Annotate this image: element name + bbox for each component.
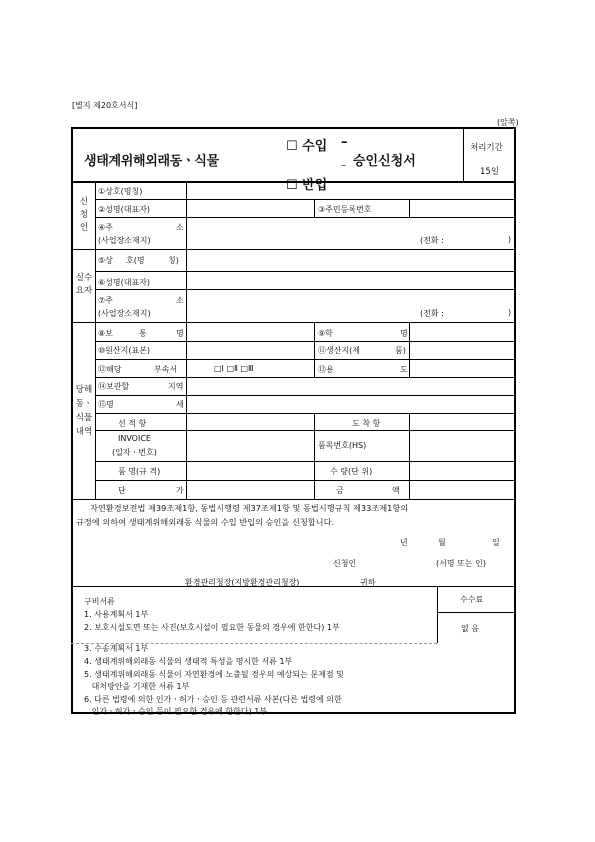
importer-address-sub: (사업장소재지) [98,309,151,318]
fee-value: 없 음 [461,624,479,633]
date-month: 월 [438,538,446,547]
invoice-sub: (일자ㆍ번호) [112,448,157,457]
import-dash: – [341,135,348,150]
label-column-line [186,181,187,499]
sci-name-label-b: 명 [400,329,408,338]
document-item: 4. 생태계위해외래동 식물의 생태적 특성을 명시한 서류 1부 [84,657,293,666]
importer-section-label: 실수 요자 [75,273,93,296]
rule [95,199,516,200]
use-label-b: 도 [400,365,408,374]
document-item: 대처방안을 기재한 서류 1부 [84,682,190,691]
signature-hint: (서명 또는 인) [436,559,486,568]
rule [95,377,516,378]
period-value: 15일 [480,167,500,177]
rule [314,413,315,499]
rule [95,359,516,360]
addressee-honorific: 귀하 [360,578,376,587]
applicant-name-label: ②성명(대표자) [98,205,151,214]
importer-company-label: ⑤상 [98,256,113,265]
importer-address-label-b: 소 [176,296,184,305]
use-label: ⑬용 [318,365,334,374]
storage-label-b: 지역 [168,382,184,391]
applicant-company-label: ①상호(명칭) [98,187,143,196]
product-spec-label: 품 명(규 격) [118,467,161,476]
front-side-label: (앞쪽) [497,118,519,127]
documents-title: 구비서류 [84,597,115,606]
amount-label-b: 액 [392,486,400,495]
form-number-label: [별지 제20호서식] [72,101,138,110]
amount-label: 금 [336,486,344,495]
sci-name-label: ⑨학 [318,329,333,338]
rule [71,499,516,500]
document-item: 5. 생태계위해외래동 식물이 자연환경에 노출될 경우의 예상되는 문제점 및 [84,670,344,679]
applicant-address-label: ④주 [98,223,113,232]
applicant-regno-label: ③주민등록번호 [318,205,372,214]
count-label: ⑮명 [98,400,114,409]
carry-dash: – [341,160,346,171]
rule [95,289,516,290]
rule [95,395,516,396]
carry-option-clip [286,174,346,193]
applicant-phone-end: ) [508,235,512,244]
shipping-port-label: 선 적 항 [118,419,147,428]
invoice-label: INVOICE [118,434,151,443]
rule [95,461,516,462]
statement-line-2: 규정에 의하여 생태계위해외래동 식물의 수입 반입의 승인을 신청합니다. [76,517,335,527]
storage-label: ⑭보관할 [98,382,130,391]
importer-phone-label: (전화 : [420,309,444,318]
document-item-clip [84,706,444,716]
period-divider [463,127,464,181]
production-label-b: 품) [395,346,406,355]
quantity-label: 수 량(단 위) [330,467,373,476]
appendix-label: ⑫해당 [98,365,122,374]
importer-company-label-c: 칭) [168,256,179,265]
rule [71,322,516,323]
appendix-label-b: 부속서 [154,365,178,374]
approval-title: 승인신청서 [353,154,416,169]
import-option[interactable]: ☐ 수입 [286,139,328,154]
rule [95,480,516,481]
form-title: 생태계위해외래동ㆍ식물 [84,154,219,169]
date-day: 일 [492,538,500,547]
date-year: 년 [400,538,408,547]
document-item: 6. 다른 법령에 의한 인가ㆍ허가ㆍ승인 등 관련서류 사본(다른 법령에 의한 [84,695,342,704]
arrival-port-label: 도 착 항 [352,419,381,428]
count-label-b: 세 [176,400,184,409]
section-column-line [95,181,96,499]
rule [95,413,516,414]
applicant-signature-label: 신청인 [333,559,357,568]
document-item: 1. 사용계획서 1부 [84,610,149,619]
header-rule [71,181,516,183]
details-section-label: 당해 동ㆍ 식물 내역 [75,385,93,437]
fee-label: 수수료 [460,595,484,604]
document-item: 인가ㆍ허가ㆍ승인 등이 필요한 경우에 한한다) 1부 [84,707,268,716]
rule [95,341,516,342]
rule [95,430,516,431]
unit-price-label: 단 [118,486,126,495]
rule [409,322,410,378]
rule [409,199,410,217]
applicant-address-sub: (사업장소재지) [98,236,151,245]
rule [95,217,516,218]
importer-company-label-b: 호(명 [126,256,145,265]
hs-code-label: 품목번호(HS) [318,441,367,450]
rule [314,199,315,217]
appendix-options[interactable]: □Ⅰ □Ⅱ □Ⅲ [214,364,254,373]
applicant-address-label-b: 소 [176,223,184,232]
rule [71,586,516,587]
rule [437,612,516,613]
unit-price-label-b: 가 [176,486,184,495]
statement-line-1: 자연환경보전법 제39조제1항, 동법시행령 제37조제1항 및 동법시행규칙 제33조제1항의 [90,503,409,513]
production-label: ⑪생산지(제 [318,346,361,355]
carry-option[interactable]: ☐ 반입 [286,178,328,193]
rule [71,249,516,250]
applicant-section-label: 신 청 인 [79,197,89,233]
importer-address-label: ⑦주 [98,296,113,305]
importer-phone-end: ) [508,308,512,317]
origin-label: ⑩원산지(표본) [98,346,151,355]
importer-name-label: ⑥성명(대표자) [98,278,151,287]
rule [95,271,516,272]
common-name-label-b: 통 [139,329,147,338]
document-item: 2. 보호시설도면 또는 사진(보호시설이 필요한 동물의 경우에 한한다) 1부 [84,623,340,632]
common-name-label: ⑧보 [98,329,113,338]
applicant-phone-label: (전화 : [420,236,444,245]
period-label: 처리기간 [470,143,503,153]
addressee: 환경관리청장(지방환경관리청장) [185,578,300,587]
rule [409,413,410,499]
document-item: 3. 수송계획서 1부 [84,644,149,653]
rule [437,586,438,643]
rule [314,322,315,378]
common-name-label-c: 명 [176,329,184,338]
